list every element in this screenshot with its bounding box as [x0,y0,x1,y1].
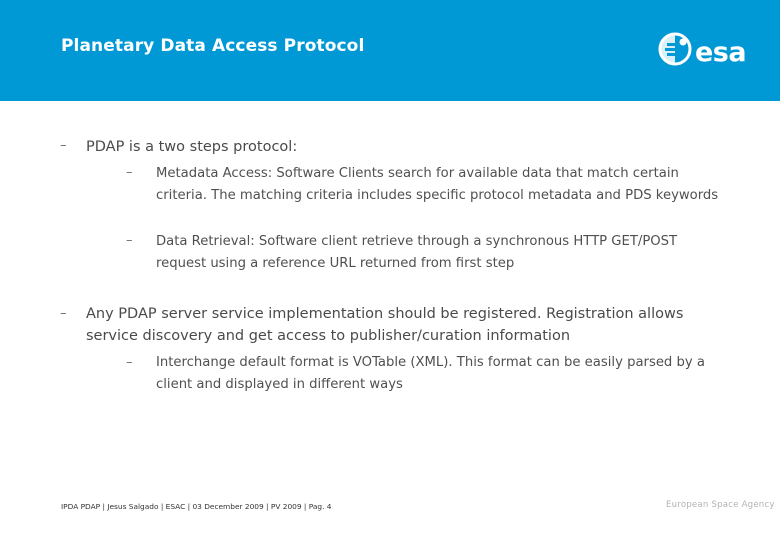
header-bar [0,0,780,101]
esa-logo-text: esa [695,37,747,68]
slide-title: Planetary Data Access Protocol [61,36,365,56]
esa-emblem-icon [660,34,690,64]
sub-bullet-votable-format: Interchange default format is VOTable (XML). This format can be easily parsed by a client and displayed in different ways [156,355,705,392]
bullet-pdap-protocol: PDAP is a two steps protocol: [86,139,298,155]
sub-bullet-marker: – [126,355,133,370]
sub-bullet-marker: – [126,165,133,180]
sub-bullet-marker: – [126,233,133,248]
sub-bullet-metadata-access: Metadata Access: Software Clients search for available data that match certain criteria. The matching criteria includes specific protocol metadata and PDS keywords [156,166,719,203]
esa-logo [655,27,763,71]
bullet-marker: – [60,306,67,321]
bullet-marker: – [60,138,67,153]
bullet-server-registration: Any PDAP server service implementation should be registered. Registration allows service discovery and get access to publisher/curation information [86,306,684,344]
sub-bullet-data-retrieval: Data Retrieval: Software client retrieve through a synchronous HTTP GET/POST request using a reference URL returned from first step [156,234,678,271]
footer-text: IPDA PDAP | Jesus Salgado | ESAC | 03 December 2009 | PV 2009 | Pag. 4 [61,502,332,511]
footer-agency: European Space Agency [666,500,775,510]
